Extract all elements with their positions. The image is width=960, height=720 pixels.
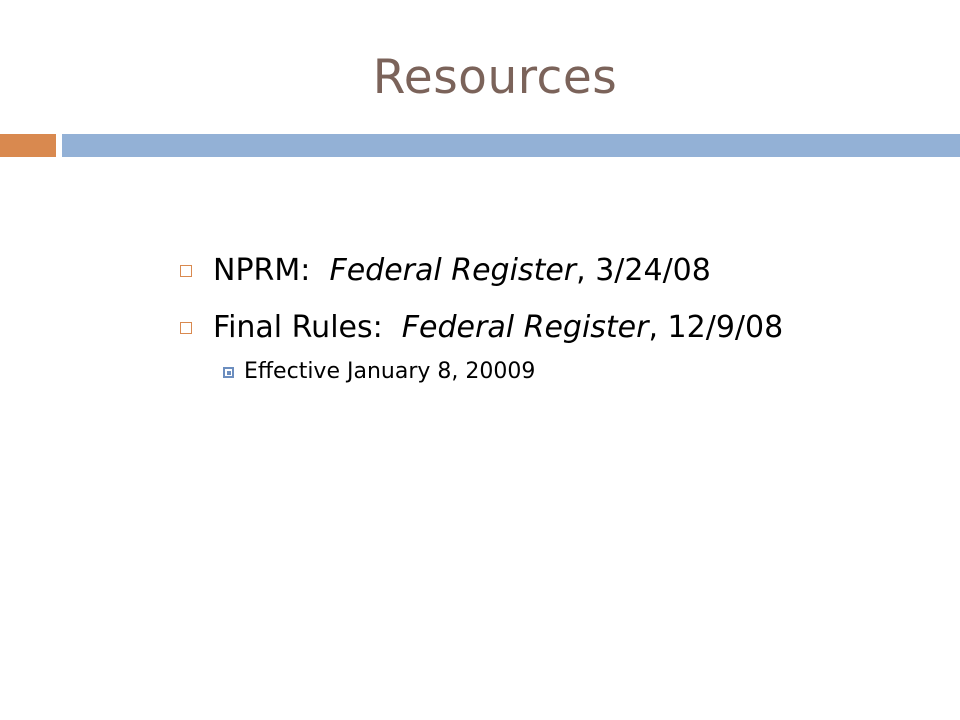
filled-square-bullet-icon [223, 367, 234, 378]
bullet-source: Federal Register [401, 310, 649, 345]
bullet-lead: Final Rules: [213, 310, 402, 345]
bullet-list [180, 248, 900, 389]
bullet-source: Federal Register [329, 253, 577, 288]
bullet-lead: NPRM: [213, 253, 330, 288]
bullet-tail: , 3/24/08 [576, 253, 711, 288]
sub-bullet-effective-date [213, 355, 900, 389]
bullet-tail: , 12/9/08 [648, 310, 784, 345]
slide-title: Resources [372, 50, 618, 105]
hollow-square-bullet-icon [180, 265, 192, 277]
title-accent-bar-orange [0, 134, 56, 157]
hollow-square-bullet-icon [180, 322, 192, 334]
title-accent-bar-blue [62, 134, 960, 157]
bullet-item-nprm [180, 248, 900, 294]
bullet-item-final-rules [180, 305, 900, 351]
sub-bullet-text: Effective January 8, 20009 [244, 359, 536, 384]
